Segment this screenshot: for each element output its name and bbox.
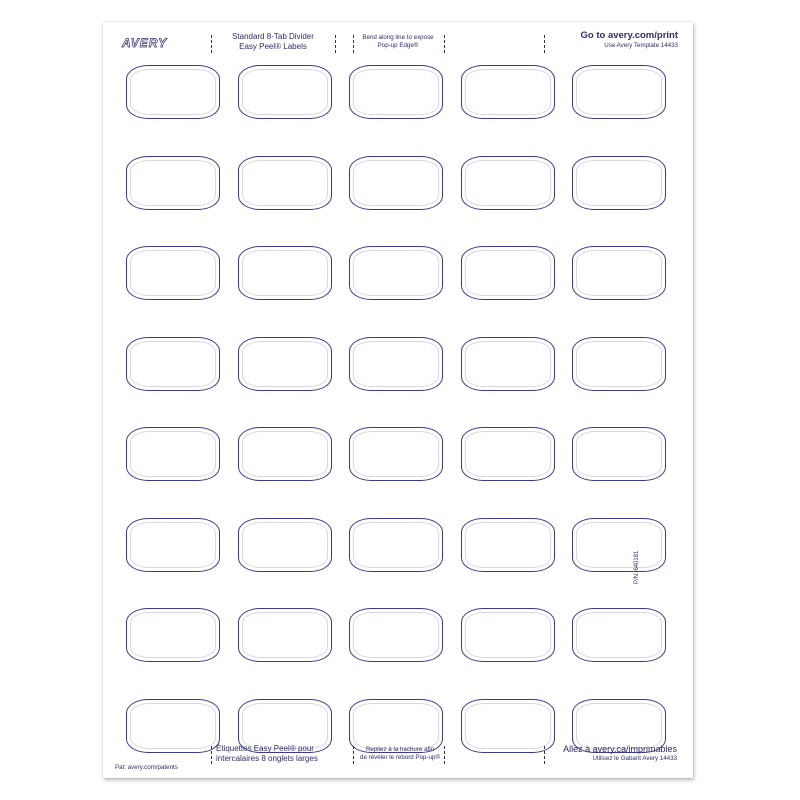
label-cell[interactable]	[238, 518, 332, 572]
part-number: P/N: 640181	[634, 550, 640, 584]
label-cell[interactable]	[572, 518, 666, 572]
fold-marker	[353, 35, 354, 53]
web-line-2: Use Avery Template 14433	[604, 42, 678, 49]
label-cell[interactable]	[238, 156, 332, 210]
label-cell[interactable]	[238, 337, 332, 391]
label-cell[interactable]	[572, 65, 666, 119]
bend-line-2: Pop-up Edge®	[377, 42, 419, 49]
label-cell[interactable]	[349, 427, 443, 481]
title-block	[218, 32, 328, 52]
fold-marker	[353, 746, 354, 764]
label-cell[interactable]	[572, 608, 666, 662]
fold-marker	[211, 746, 212, 764]
avery-logo	[122, 36, 167, 50]
label-cell[interactable]	[126, 518, 220, 572]
label-cell[interactable]	[349, 518, 443, 572]
title-line-1: Standard 8-Tab Divider	[232, 32, 314, 41]
label-cell[interactable]	[238, 427, 332, 481]
label-cell[interactable]	[572, 337, 666, 391]
fr-bend-instructions	[357, 746, 443, 762]
label-cell[interactable]	[572, 427, 666, 481]
label-cell[interactable]	[461, 518, 555, 572]
label-sheet	[103, 22, 693, 778]
fold-marker	[211, 35, 212, 53]
fr-title-line-2: intercalaires 8 onglets larges	[216, 754, 318, 763]
label-cell[interactable]	[126, 156, 220, 210]
fr-title-block	[216, 744, 334, 764]
label-cell[interactable]	[461, 337, 555, 391]
label-cell[interactable]	[126, 608, 220, 662]
label-cell[interactable]	[126, 427, 220, 481]
label-cell[interactable]	[461, 156, 555, 210]
label-cell[interactable]	[238, 246, 332, 300]
label-cell[interactable]	[126, 337, 220, 391]
patent-text: Pat: avery.com/patents	[115, 764, 178, 771]
label-cell[interactable]	[349, 699, 443, 753]
label-cell[interactable]	[349, 156, 443, 210]
fold-marker	[444, 746, 445, 764]
web-instructions	[553, 30, 678, 51]
fr-web-line-2: Utilisez le Gabarit Avery 14433	[592, 755, 677, 762]
label-cell[interactable]	[349, 608, 443, 662]
fold-marker	[335, 35, 336, 53]
label-cell[interactable]	[461, 65, 555, 119]
fr-bend-line-2: de révéler le rebord Pop-up®	[360, 754, 440, 761]
label-cell[interactable]	[349, 65, 443, 119]
label-cell[interactable]	[461, 246, 555, 300]
bend-instructions	[355, 34, 441, 50]
web-line-1: Go to avery.com/print	[580, 30, 678, 41]
fr-web-line-1: Allez à avery.ca/imprimables	[563, 744, 677, 754]
label-cell[interactable]	[238, 65, 332, 119]
label-cell[interactable]	[461, 699, 555, 753]
label-cell[interactable]	[572, 156, 666, 210]
bend-line-1: Bend along line to expose	[362, 34, 434, 41]
label-cell[interactable]	[461, 427, 555, 481]
label-cell[interactable]	[349, 246, 443, 300]
fr-title-line-1: Étiquettes Easy Peel® pour	[216, 744, 314, 753]
label-cell[interactable]	[126, 699, 220, 753]
label-cell[interactable]	[572, 246, 666, 300]
fold-marker	[544, 35, 545, 53]
label-cell[interactable]	[126, 246, 220, 300]
label-cell[interactable]	[238, 608, 332, 662]
label-cell[interactable]	[461, 608, 555, 662]
brand-text: AVERY	[122, 36, 168, 50]
fr-bend-line-1: Repliez à la hachure afin	[365, 746, 435, 753]
label-cell[interactable]	[349, 337, 443, 391]
title-line-2: Easy Peel® Labels	[239, 42, 307, 51]
label-cell[interactable]	[126, 65, 220, 119]
fr-web-instructions	[543, 744, 677, 764]
fold-marker	[444, 35, 445, 53]
